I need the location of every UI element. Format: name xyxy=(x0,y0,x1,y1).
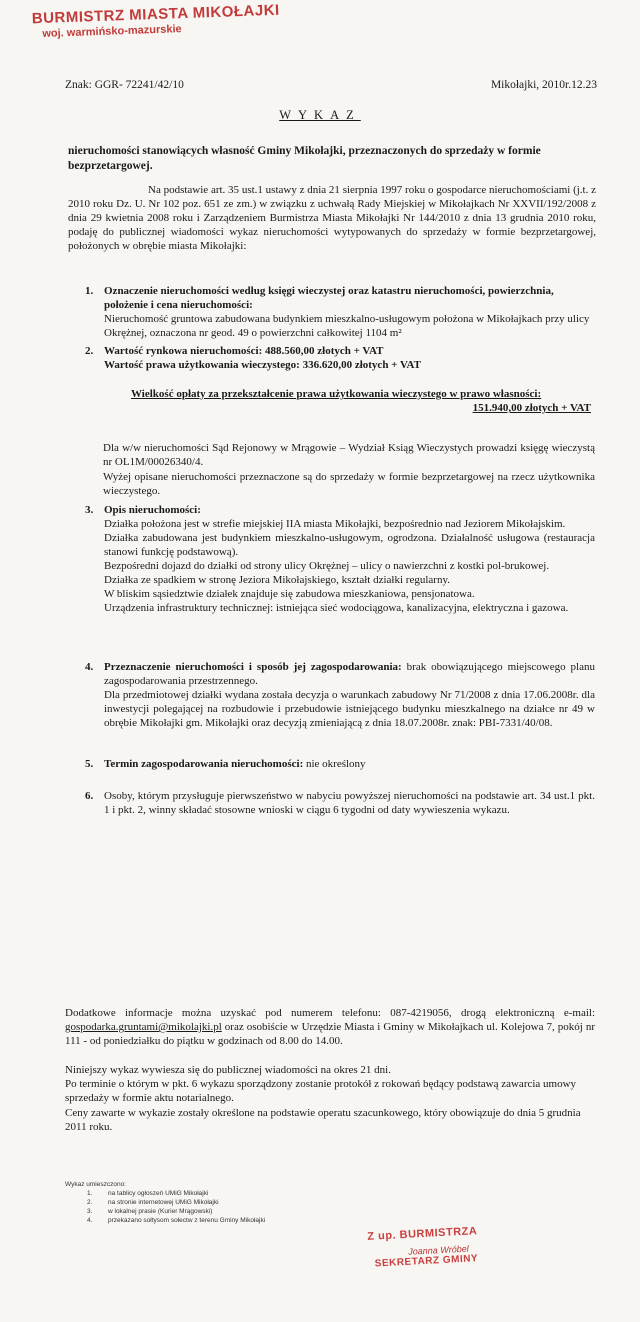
reference-number: Znak: GGR- 72241/42/10 xyxy=(65,79,184,91)
stamp-line-1: BURMISTRZ MIASTA MIKOŁAJKI xyxy=(31,1,280,28)
document-date: Mikołajki, 2010r.12.23 xyxy=(490,79,597,91)
stamp-line-2: woj. warmińsko-mazurskie xyxy=(42,23,182,40)
usufruct-value: Wartość prawa użytkowania wieczystego: 336.620,00 złotych + VAT xyxy=(104,359,421,371)
section-heading: Przeznaczenie nieruchomości i sposób jej zagospodarowania: xyxy=(104,661,402,673)
signature-stamp xyxy=(367,1225,479,1270)
signature-line-1: Z up. BURMISTRZA xyxy=(367,1225,478,1243)
publication-item: 4. przekazano sołtysom sołectw z terenu Gminy Mikołajki xyxy=(87,1217,266,1224)
section-number: 1. xyxy=(85,285,94,297)
publication-item: 3. w lokalnej prasie (Kurier Mrągowski) xyxy=(87,1208,213,1215)
description-line: Urządzenia infrastruktury technicznej: istniejąca sieć wodociągowa, kanalizacyjna, elektryczna i gazowa. xyxy=(104,602,569,614)
section-text: Osoby, którym przysługuje pierwszeństwo w nabyciu powyższej nieruchomości na podstawie art. 34 ust.1 pkt. 1 i pkt. 2, winny składać stosowne wnioski w ciągu 6 tygodni od daty wywieszenia wykazu. xyxy=(104,790,595,816)
publication-item: 1. na tablicy ogłoszeń UMiG Mikołajki xyxy=(87,1190,209,1197)
description-line: W bliskim sąsiedztwie działek znajduje się zabudowa mieszkaniowa, pensjonatowa. xyxy=(104,588,475,600)
contact-text: Dodatkowe informacje można uzyskać pod numerem telefonu: 087-4219056, drogą elektroniczną e-mail: xyxy=(65,1007,595,1019)
contact-paragraph xyxy=(65,1006,595,1048)
conversion-fee-value: 151.940,00 złotych + VAT xyxy=(472,402,591,414)
section-2 xyxy=(85,344,595,372)
description-line: Działka zabudowana jest budynkiem mieszkalno-usługowym, ogrodzona. Działalność usługowa (restauracja stanowi funkcję podstawową). xyxy=(104,532,595,558)
land-register-paragraph: Dla w/w nieruchomości Sąd Rejonowy w Mrągowie – Wydział Ksiąg Wieczystych prowadzi księgę wieczystą nr OL1M/00026340/4. xyxy=(103,442,595,468)
market-value: Wartość rynkowa nieruchomości: 488.560,00 złotych + VAT xyxy=(104,345,384,357)
section-4 xyxy=(85,660,595,730)
section-1 xyxy=(85,284,595,340)
description-line: Bezpośredni dojazd do działki od strony ulicy Okrężnej – ulicy o nawierzchni z kostki pol-brukowej. xyxy=(104,560,550,572)
section-number: 4. xyxy=(85,661,94,673)
description-line: Działka położona jest w strefie miejskiej IIA miasta Mikołajki, bezpośrednio nad Jeziorem Mikołajskim. xyxy=(104,518,566,530)
notice-duration: Niniejszy wykaz wywiesza się do publicznej wiadomości na okres 21 dni. xyxy=(65,1064,391,1076)
contact-email-link[interactable]: gospodarka.gruntami@mikolajki.pl xyxy=(65,1021,222,1033)
section-heading-tail: brak obowiązującego miejscowego planu zagospodarowania przestrzennego. xyxy=(104,661,596,687)
publication-item: 2. na stronie internetowej UMiG Mikołajki xyxy=(87,1199,219,1206)
section-number: 2. xyxy=(85,345,94,357)
description-line: Działka ze spadkiem w stronę Jeziora Mikołajskiego, kształt działki regularny. xyxy=(104,574,450,586)
section-6 xyxy=(85,789,595,817)
section-heading: Oznaczenie nieruchomości według księgi wieczystej oraz katastru nieruchomości, powierzchnia, położenie i cena nieruchomości: xyxy=(104,285,554,311)
publication-title: Wykaz umieszczono: xyxy=(65,1181,126,1188)
document-title: WYKAZ xyxy=(279,108,361,122)
section-5 xyxy=(85,757,595,771)
official-stamp xyxy=(32,2,281,41)
signature-line-3: SEKRETARZ GMINY xyxy=(374,1253,479,1270)
section-3 xyxy=(85,503,595,615)
section-heading: Termin zagospodarowania nieruchomości: xyxy=(104,758,304,770)
section-heading-tail: nie określony xyxy=(303,758,366,770)
publication-list xyxy=(65,1180,265,1225)
intro-paragraph: Na podstawie art. 35 ust.1 ustawy z dnia 21 sierpnia 1997 roku o gospodarce nieruchomościami (j.t. z 2010 roku Dz. U. Nr 102 poz. 651 ze zm.) w związku z uchwałą Rady Miejskiej w Mikołajkach Nr XXVII/192/2008 z dnia 29 kwietnia 2008 roku i Zarządzeniem Burmistrza Miasta Mikołajki Nr 144/2010 z dnia 13 grudnia 2010 roku, podaję do publicznej wiadomości wykaz nieruchomości wytypowanych do sprzedaży w formie bezprzetargowej, położonych w obrębie miasta Mikołajki: xyxy=(68,184,596,252)
section-heading: Opis nieruchomości: xyxy=(104,504,201,516)
zoning-decision: Dla przedmiotowej działki wydana została decyzja o warunkach zabudowy Nr 71/2008 z dnia 17.06.2008r. dla inwestycji polegającej na rozbudowie i przebudowie istniejącego budynku mieszkalnego na działce nr 49 w obrębie Mikołajki gm. Mikołajki oraz decyzją zmieniającą z dnia 18.07.2008r. znak: PBI-7331/40/08. xyxy=(104,689,595,729)
section-number: 5. xyxy=(85,758,94,770)
conversion-fee-label: Wielkość opłaty za przekształcenie prawa użytkowania wieczystego w prawo własności: xyxy=(131,388,542,400)
notice-prices: Ceny zawarte w wykazie zostały określone na podstawie operatu szacunkowego, który obowiązuje do dnia 5 grudnia 2011 roku. xyxy=(65,1107,581,1133)
section-number: 6. xyxy=(85,790,94,802)
section-number: 3. xyxy=(85,504,94,516)
purpose-paragraph: Wyżej opisane nieruchomości przeznaczone są do sprzedaży w formie bezprzetargowej na rzecz użytkownika wieczystego. xyxy=(103,471,595,497)
signature-handwritten: Joanna Wróbel xyxy=(407,1243,469,1257)
notice-protocol: Po terminie o którym w pkt. 6 wykazu sporządzony zostanie protokół z rokowań będący podstawą zawarcia umowy sprzedaży w formie aktu notarialnego. xyxy=(65,1078,577,1104)
section-text: Nieruchomość gruntowa zabudowana budynkiem mieszkalno-usługowym położona w Mikołajkach przy ulicy Okrężnej, oznaczona nr geod. 49 o powierzchni całkowitej 1104 m² xyxy=(104,313,590,339)
document-subtitle: nieruchomości stanowiących własność Gminy Mikołajki, przeznaczonych do sprzedaży w formie bezprzetargowej. xyxy=(68,145,541,172)
conversion-fee xyxy=(131,387,591,415)
contact-text-continued: oraz osobiście w Urzędzie Miasta i Gminy w Mikołajkach ul. Kolejowa 7, pokój nr 111 - od poniedziałku do piątku w godzinach od 8.00 do 14.00. xyxy=(65,1021,595,1047)
